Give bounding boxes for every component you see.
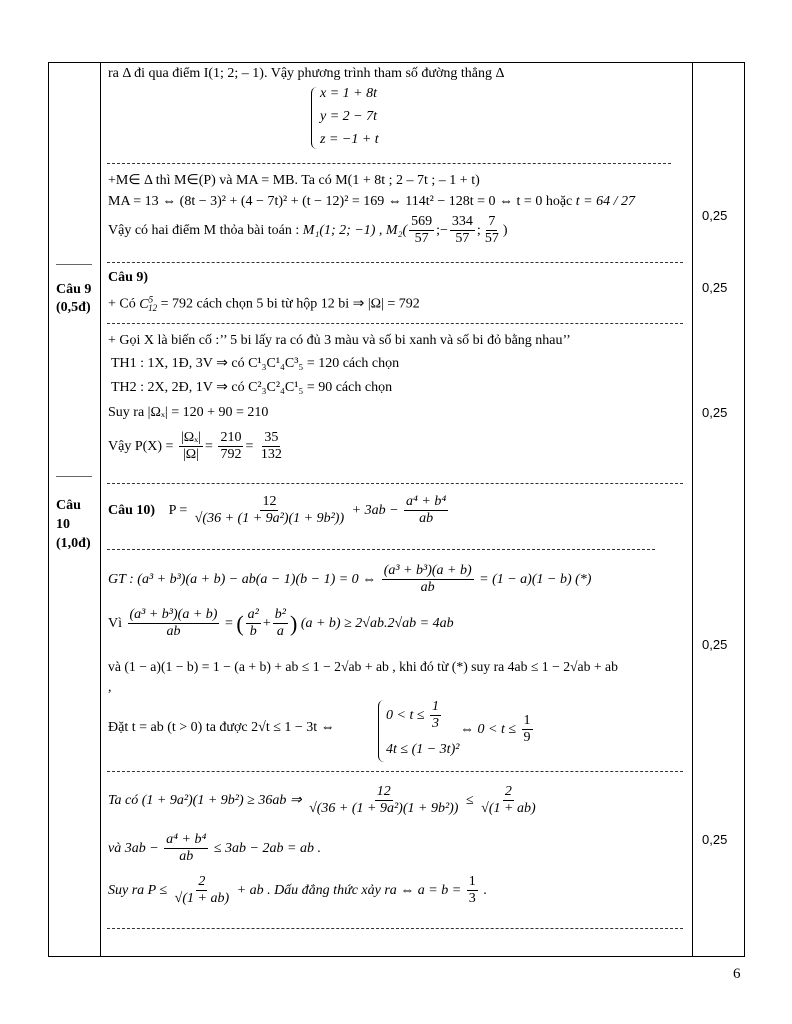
score: 0,25 (702, 832, 728, 847)
fraction: $\frac{210}{792}$ (220, 430, 242, 463)
system-eq-z: z = −1 + t (320, 132, 379, 147)
fraction: $\frac{334}{57}$ (451, 214, 473, 247)
dashed-divider (107, 323, 683, 324)
cau8-line4-m: M₁(1; 2; −1) , M₂( (302, 222, 408, 238)
fraction: $\frac{\text{a⁴ + b⁴}}{ab}$ (406, 494, 447, 527)
cau10-vi: Vì $\frac{\text{(a³ + b³)(a + b)}}{ab}$ = ( $\frac{\text{a²}}{b}$ + $\frac{\text{b²}}{a}$ ) (a + b) ≥ 2√ab.2√ab = 4ab (108, 607, 454, 640)
cau9-th1: TH1 : 1X, 1Đ, 3V ⇒ có C¹₃C¹₄C³₅ = 120 cách chọn (111, 356, 400, 371)
cau10-system-row1: 0 < t ≤ $\frac{1}{3}$ (386, 699, 440, 732)
combination-symbol: $C^5_{12}$ (139, 294, 158, 314)
dashed-divider (107, 771, 683, 772)
cau8-line3-or: hoặc (545, 194, 573, 209)
dashed-divider (107, 549, 655, 550)
fraction: $\frac{2}{√(1 + ab)}$ (174, 874, 230, 907)
dashed-divider (107, 928, 683, 929)
fraction: $\frac{1}{3}$ (432, 699, 440, 732)
dashed-divider (107, 163, 671, 164)
row-separator-cau10 (56, 476, 92, 477)
cau9-probability: Vậy P(X) = $\frac{\text{|Ωₓ|}}{|\Omega|}$ = $\frac{210}{792}$ = $\frac{35}{132}$ (108, 430, 282, 463)
cau8-line2: +M∈ Δ thì M∈(P) và MA = MB. Ta có M(1 + 8t ; 2 – 7t ; – 1 + t) (108, 173, 480, 188)
fraction: $\frac{\text{|Ωₓ|}}{|\Omega|}$ (180, 430, 202, 463)
cau10-system-row2: 4t ≤ (1 − 3t)² (386, 742, 460, 757)
fraction: $\frac{1}{9}$ (523, 713, 531, 746)
cau8-line4-text: Vậy có hai điểm M thỏa bài toán : (108, 222, 300, 238)
dashed-divider (107, 262, 683, 263)
column-divider-right (692, 62, 693, 957)
cau9-suy-ra: Suy ra |Ωₓ| = 120 + 90 = 210 (108, 405, 269, 420)
fraction: $\frac{35}{132}$ (260, 430, 282, 463)
cau9-title: Câu 9) (108, 270, 149, 285)
cau10-va-line: và (1 − a)(1 − b) = 1 − (a + b) + ab ≤ 1 − 2√ab + ab , khi đó từ (*) suy ra 4ab ≤ 1 − 2√ab + ab (108, 659, 618, 674)
score: 0,25 (702, 208, 728, 223)
score: 0,25 (702, 405, 728, 420)
cau8-line3-eq: MA = 13 ⇔ (8t − 3)² + (4 − 7t)² + (t − 12)² = 169 ⇔ 114t² − 128t = 0 ⇔ t = 0 (108, 194, 543, 209)
cau10-points: (1,0đ) (56, 536, 91, 551)
cau9-label: Câu 9 (56, 282, 92, 297)
fraction: $\frac{\text{a⁴ + b⁴}}{ab}$ (166, 832, 207, 865)
fraction: $\frac{\text{b²}}{a}$ (274, 607, 286, 640)
fraction: $\frac{12}{\text{√(36 + (1 + 9a²)(1 + 9b²))}}$ (194, 494, 345, 527)
score: 0,25 (702, 637, 728, 652)
cau10-p-definition: Câu 10) P = $\frac{12}{\text{√(36 + (1 + 9a²)(1 + 9b²))}}$ + 3ab − $\frac{\text{a⁴ + b⁴}}{ab}$ (108, 494, 447, 527)
cau8-line3-t: t = 64 / 27 (575, 194, 635, 209)
system-brace (311, 87, 318, 149)
row-separator-cau9 (56, 264, 92, 265)
cau10-ta-co: Ta có (1 + 9a²)(1 + 9b²) ≥ 36ab ⇒ $\frac{12}{\text{√(36 + (1 + 9a²)(1 + 9b²))}}$ ≤ $\frac{2}{√(1 + ab)}$ (108, 784, 536, 817)
fraction: $\frac{12}{\text{√(36 + (1 + 9a²)(1 + 9b²))}}$ (309, 784, 459, 817)
page-number: 6 (733, 966, 741, 982)
cau9-points: (0,5đ) (56, 300, 91, 315)
column-divider-left (100, 62, 101, 957)
cau10-gt: GT : (a³ + b³)(a + b) − ab(a − 1)(b − 1) = 0 ⇔ $\frac{\text{(a³ + b³)(a + b)}}{ab}$ = (1 − a)(1 − b) (*) (108, 563, 592, 596)
cau9-th2: TH2 : 2X, 2Đ, 1V ⇒ có C²₃C²₄C¹₅ = 90 cách chọn (111, 380, 393, 395)
cau9-line1: + Có $C^5_{12} = 792$ cách chọn 5 bi từ hộp 12 bi ⇒ |Ω| = 792 (108, 294, 420, 314)
fraction: $\frac{\text{(a³ + b³)(a + b)}}{ab}$ (383, 563, 472, 596)
cau10-label: Câu (56, 498, 81, 513)
cau10-number: 10 (56, 517, 70, 532)
system-brace (378, 700, 385, 762)
fraction: $\frac{2}{√(1 + ab)}$ (481, 784, 536, 817)
fraction: $\frac{7}{57}$ (484, 214, 499, 247)
cau8-line3 (108, 194, 635, 210)
cau8-line1: ra Δ đi qua điểm I(1; 2; – 1). Vậy phương trình tham số đường thẳng Δ (108, 66, 505, 81)
fraction: $\frac{1}{3}$ (468, 874, 476, 907)
cau10-comma: , (108, 680, 112, 695)
cau8-line4: Vậy có hai điểm M thỏa bài toán : M₁(1; 2; −1) , M₂( $\frac{569}{57}$ ;− $\frac{334}{57}$ ; $\frac{7}{57}$ ) (108, 214, 508, 247)
system-eq-x: x = 1 + 8t (320, 86, 377, 101)
fraction: $\frac{\text{a²}}{b}$ (247, 607, 259, 640)
dashed-divider (107, 483, 683, 484)
cau10-dat-t: Đặt t = ab (t > 0) ta được 2√t ≤ 1 − 3t ⇔ (108, 720, 335, 735)
cau10-title: Câu 10) (108, 502, 156, 518)
system-eq-y: y = 2 − 7t (320, 109, 377, 124)
cau10-va2: và 3ab − $\frac{\text{a⁴ + b⁴}}{ab}$ ≤ 3ab − 2ab = ab . (108, 832, 321, 865)
fraction: $\frac{\text{(a³ + b³)(a + b)}}{ab}$ (129, 607, 218, 640)
cau9-line2: + Gọi X là biến cố :’’ 5 bi lấy ra có đủ 3 màu và số bi xanh và số bi đỏ bằng nhau’’ (108, 333, 571, 348)
cau10-suy-ra: Suy ra P ≤ $\frac{2}{√(1 + ab)}$ + ab . Dấu đẳng thức xảy ra ⇔ a = b = $\frac{1}{3}$ . (108, 874, 487, 907)
fraction: $\frac{569}{57}$ (411, 214, 433, 247)
score: 0,25 (702, 280, 728, 295)
cau10-t-range: ⇔ 0 < t ≤ $\frac{1}{9}$ (460, 713, 531, 746)
